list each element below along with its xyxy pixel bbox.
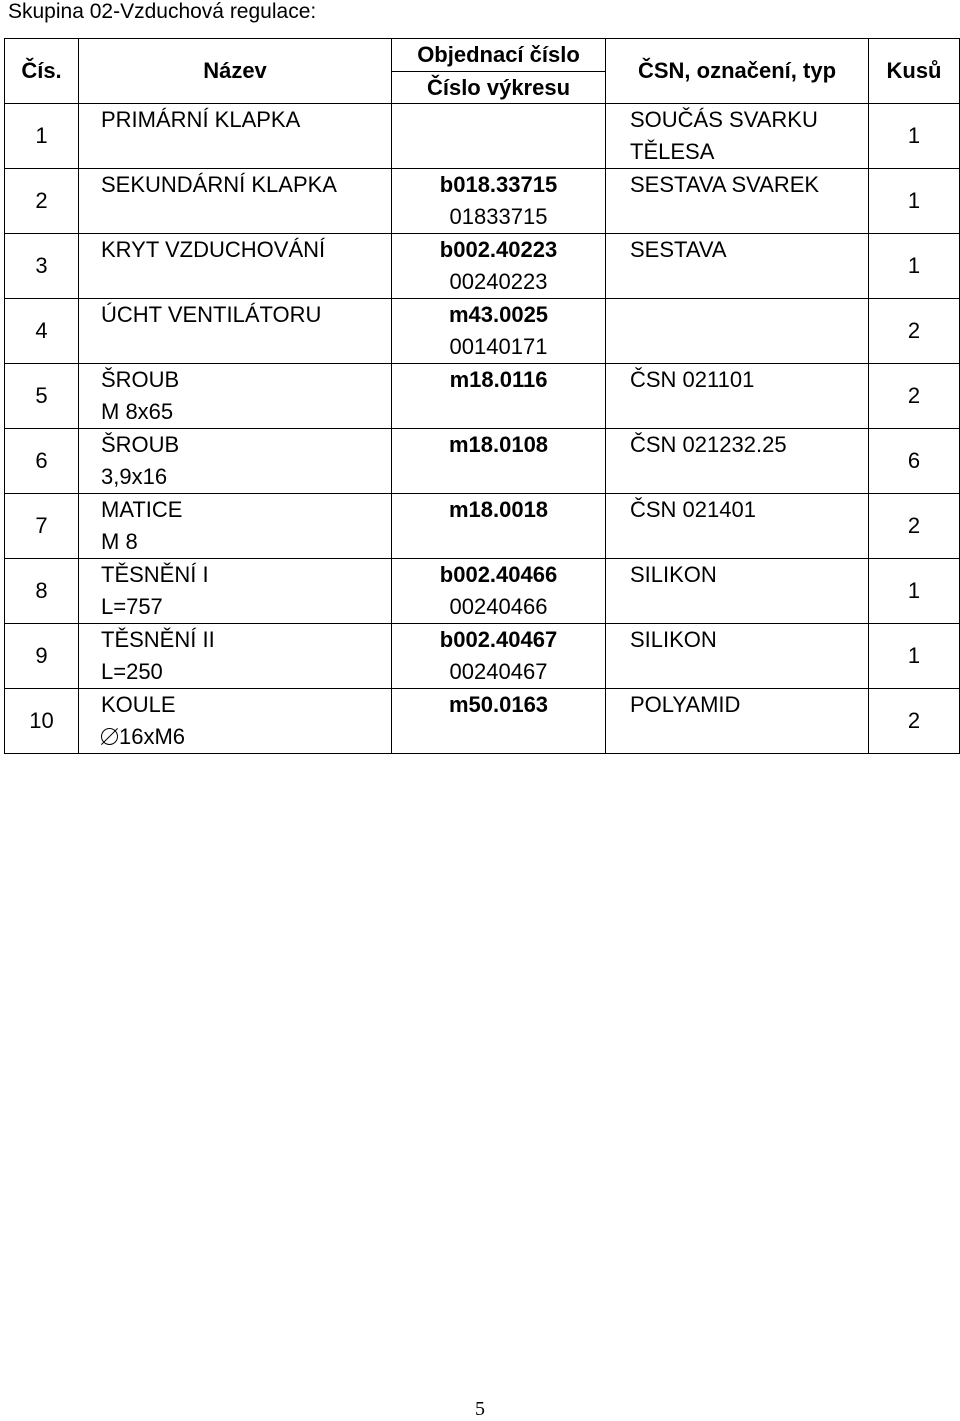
row-number: 1 [5,104,79,169]
order-number [392,234,606,299]
order-number-line1: m18.0116 [449,367,548,392]
drawing-number [392,136,605,168]
order-number [392,364,606,429]
item-name-line2 [101,266,391,298]
csn-designation [606,234,869,299]
item-name-line1: TĚSNĚNÍ II [101,627,215,652]
item-name [79,624,392,689]
item-name-line2: M 8x65 [101,399,174,424]
csn-line2 [630,396,868,428]
csn-line1: SESTAVA SVAREK [630,172,820,197]
order-number-line1: b002.40466 [439,562,558,587]
quantity: 1 [869,104,960,169]
item-name-line2 [101,721,391,753]
csn-line2 [630,331,868,363]
drawing-number [392,526,605,558]
csn-designation [606,624,869,689]
order-number-line1: b002.40467 [439,627,558,652]
order-number [392,494,606,559]
drawing-number: 00240223 [449,269,548,294]
row-number: 6 [5,429,79,494]
quantity: 1 [869,169,960,234]
csn-line1: SOUČÁS SVARKU [630,107,818,132]
csn-line2 [630,526,868,558]
item-name [79,689,392,754]
header-order-number: Objednací číslo [392,39,606,72]
order-number-line1: b002.40223 [439,237,558,262]
item-name-line1: PRIMÁRNÍ KLAPKA [101,107,301,132]
csn-designation [606,299,869,364]
order-number [392,429,606,494]
csn-line1: ČSN 021101 [630,367,755,392]
drawing-number [392,461,605,493]
item-name-line2: 3,9x16 [101,464,168,489]
item-name [79,429,392,494]
csn-line2 [630,656,868,688]
csn-line2: TĚLESA [630,139,715,164]
csn-line1: ČSN 021401 [630,497,756,522]
item-name-line2-text: 16xM6 [119,724,186,749]
order-number-line1 [392,104,605,136]
drawing-number: 01833715 [449,204,548,229]
drawing-number: 00240467 [449,659,548,684]
item-name [79,299,392,364]
csn-designation [606,429,869,494]
item-name-line2: L=757 [101,594,163,619]
page-heading: Skupina 02-Vzduchová regulace: [8,0,317,23]
item-name-line2: L=250 [101,659,163,684]
csn-line1: ČSN 021232.25 [630,432,787,457]
csn-line2 [630,591,868,623]
item-name-line2: M 8 [101,529,138,554]
table-row [5,494,960,559]
order-number-line1: b018.33715 [439,172,558,197]
table-row [5,689,960,754]
csn-designation [606,559,869,624]
item-name-line1: MATICE [101,497,183,522]
drawing-number [392,396,605,428]
item-name [79,364,392,429]
table-body [5,104,960,754]
item-name-line1: KRYT VZDUCHOVÁNÍ [101,237,326,262]
item-name [79,234,392,299]
item-name-line2 [101,331,391,363]
drawing-number: 00140171 [449,334,548,359]
row-number: 5 [5,364,79,429]
csn-designation [606,104,869,169]
item-name [79,169,392,234]
header-drawing-number: Číslo výkresu [392,72,606,104]
csn-line2 [630,461,868,493]
order-number [392,169,606,234]
item-name-line1: ÚCHT VENTILÁTORU [101,302,322,327]
item-name [79,494,392,559]
page-number: 5 [475,1398,485,1420]
table-row [5,429,960,494]
order-number [392,299,606,364]
order-number-line1: m18.0018 [448,497,549,522]
csn-designation [606,494,869,559]
order-number [392,559,606,624]
quantity: 1 [869,234,960,299]
table-row [5,104,960,169]
row-number: 8 [5,559,79,624]
csn-line2 [630,721,868,753]
quantity: 1 [869,559,960,624]
csn-line1 [630,299,868,331]
order-number-line1: m43.0025 [448,302,549,327]
table-row [5,169,960,234]
quantity: 2 [869,364,960,429]
quantity: 6 [869,429,960,494]
csn-designation [606,169,869,234]
csn-line1: SILIKON [630,627,717,652]
header-name: Název [79,39,392,104]
row-number: 2 [5,169,79,234]
row-number: 3 [5,234,79,299]
order-number-line1: m18.0108 [448,432,549,457]
order-number [392,104,606,169]
drawing-number: 00240466 [449,594,548,619]
order-number [392,624,606,689]
item-name-line1: ŠROUB [101,432,180,457]
csn-designation [606,689,869,754]
item-name-line1: TĚSNĚNÍ I [101,562,209,587]
quantity: 2 [869,689,960,754]
item-name-line1: ŠROUB [101,367,180,392]
quantity: 2 [869,494,960,559]
header-quantity: Kusů [869,39,960,104]
table-header [5,39,960,104]
header-number: Čís. [5,39,79,104]
row-number: 4 [5,299,79,364]
csn-line1: POLYAMID [630,692,741,717]
item-name-line2 [101,136,391,168]
header-csn: ČSN, označení, typ [606,39,869,104]
drawing-number [392,721,605,753]
item-name-line1: SEKUNDÁRNÍ KLAPKA [101,172,337,197]
table-row [5,364,960,429]
csn-designation [606,364,869,429]
quantity: 2 [869,299,960,364]
item-name [79,559,392,624]
item-name-line1: KOULE [101,692,176,717]
row-number: 9 [5,624,79,689]
row-number: 10 [5,689,79,754]
parts-table [4,38,960,754]
quantity: 1 [869,624,960,689]
csn-line2 [630,266,868,298]
csn-line1: SILIKON [630,562,717,587]
csn-line1: SESTAVA [630,237,727,262]
item-name-line2 [101,201,391,233]
item-name [79,104,392,169]
diameter-icon [101,728,118,745]
order-number-line1: m50.0163 [448,692,549,717]
table-row [5,559,960,624]
table-row [5,299,960,364]
order-number [392,689,606,754]
table-row [5,624,960,689]
csn-line2 [630,201,868,233]
row-number: 7 [5,494,79,559]
table-row [5,234,960,299]
